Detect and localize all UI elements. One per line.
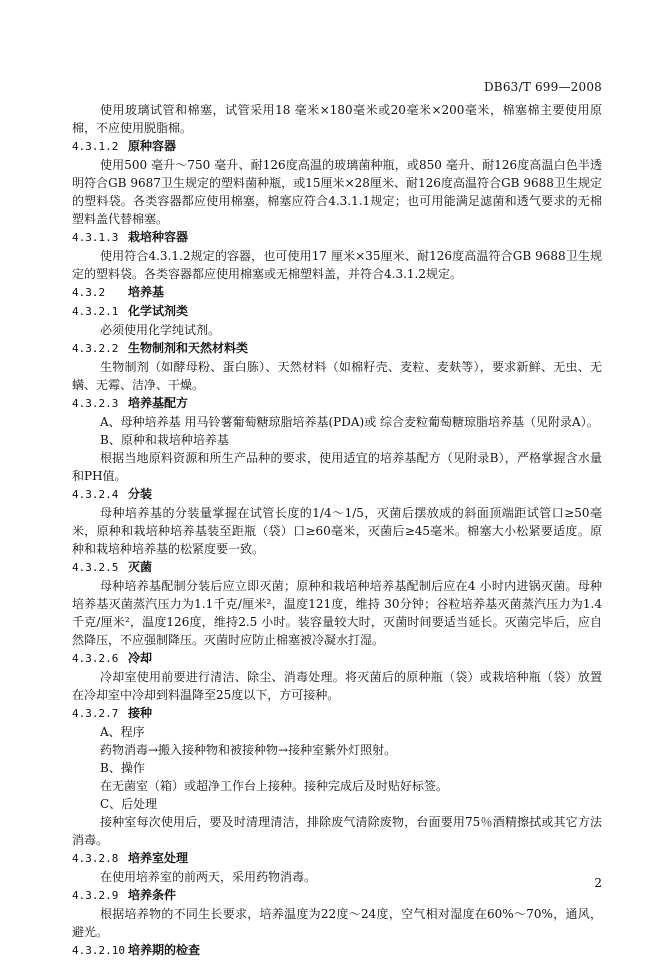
section-title: 原种容器 — [128, 139, 177, 153]
section-heading — [72, 228, 602, 247]
section-number: 4.3.2.7 — [72, 707, 119, 720]
section-number: 4.3.2.2 — [72, 342, 119, 355]
section-title: 生物制剂和天然材料类 — [128, 341, 249, 355]
section-number: 4.3.2 — [72, 286, 106, 299]
section-number: 4.3.1.2 — [72, 140, 119, 153]
section-title: 栽培种容器 — [128, 230, 189, 244]
document-code: DB63/T 699—2008 — [483, 80, 602, 94]
section-heading — [72, 339, 602, 358]
section-heading — [72, 704, 602, 723]
body-paragraph: B、操作 — [100, 761, 145, 775]
body-paragraph: 药物消毒→搬入接种物和被接种物→接种室紫外灯照射。 — [100, 743, 397, 757]
section-number: 4.3.2.9 — [72, 889, 119, 902]
section-number: 4.3.2.8 — [72, 852, 119, 865]
section-title: 培养期的检查 — [128, 943, 201, 957]
section-heading — [72, 649, 602, 668]
section-title: 分装 — [128, 487, 153, 501]
section-heading — [72, 849, 602, 868]
section-number: 4.3.1.3 — [72, 231, 119, 244]
section-title: 冷却 — [128, 651, 153, 665]
body-paragraph: A、母种培养基 用马铃薯葡萄糖琼脂培养基(PDA)或 综合麦粒葡萄糖琼脂培养基（见附录A）。 — [100, 415, 599, 429]
section-title: 接种 — [128, 706, 153, 720]
body-paragraph: 母种培养基的分装量掌握在试管长度的1/4～1/5，灭菌后摆放成的斜面顶端距试管口≥50毫米，原种和栽培种培养基装至距瓶（袋）口≥60毫米，灭菌后≥45毫米。棉塞大小松紧要适度。原种和栽培种培养基的松紧度要一致。 — [72, 506, 602, 556]
section-number: 4.3.2.5 — [72, 561, 119, 574]
body-paragraph: 使用500 毫升～750 毫升、耐126度高温的玻璃菌种瓶，或850 毫升、耐126度高温白色半透明符合GB 9687卫生规定的塑料菌种瓶，或15厘米×28厘米、耐126度高温符合GB 9688卫生规定的塑料袋。各类容器都应使用棉塞，棉塞应符合4.3.1.1规定；也可用能满足滤菌和透气要求的无棉塑料盖代替棉塞。 — [72, 158, 602, 226]
section-number: 4.3.2.1 — [72, 305, 119, 318]
section-number: 4.3.2.6 — [72, 652, 119, 665]
section-number: 4.3.2.3 — [72, 397, 119, 410]
body-paragraph: C、后处理 — [100, 797, 158, 811]
section-heading — [72, 302, 602, 321]
body-paragraph: 在使用培养室的前两天，采用药物消毒。 — [100, 870, 317, 884]
body-paragraph: 使用符合4.3.1.2规定的容器，也可使用17 厘米×35厘米、耐126度高温符合GB 9688卫生规定的塑料袋。各类容器都应使用棉塞或无棉塑料盖，并符合4.3.1.2规定。 — [72, 249, 602, 281]
section-number: 4.3.2.10 — [72, 944, 125, 957]
section-title: 培养室处理 — [128, 851, 189, 865]
body-paragraph: 冷却室使用前要进行清洁、除尘、消毒处理。将灭菌后的原种瓶（袋）或栽培种瓶（袋）放置在冷却室中冷却到料温降至25度以下，方可接种。 — [72, 670, 602, 702]
body-paragraph: 母种培养基配制分装后应立即灭菌；原种和栽培种培养基配制后应在4 小时内进锅灭菌。母种培养基灭菌蒸汽压力为1.1千克/厘米²，温度121度，维持 30分钟；谷粒培养基灭菌蒸汽压力为1.4千克/厘米²，温度126度，维持2.5 小时。装容量较大时，灭菌时间要适当延长。灭菌完毕后，应自然降压，不应强制降压。灭菌时应防止棉塞被冷凝水打湿。 — [72, 579, 602, 647]
body-paragraph: 接种室每次使用后，要及时清理清洁，排除废气清除废物，台面要用75％酒精擦拭或其它方法消毒。 — [72, 815, 602, 847]
body-paragraph: 根据当地原料资源和所生产品种的要求，使用适宜的培养基配方（见附录B），严格掌握含水量和PH值。 — [72, 451, 602, 483]
document-body — [72, 101, 602, 960]
body-paragraph: 根据培养物的不同生长要求，培养温度为22度～24度，空气相对湿度在60%～70%，通风，避光。 — [72, 907, 602, 939]
section-number: 4.3.2.4 — [72, 488, 119, 501]
section-title: 灭菌 — [128, 560, 153, 574]
section-heading — [72, 283, 602, 302]
body-paragraph: 生物制剂（如酵母粉、蛋白胨）、天然材料（如棉籽壳、麦粒、麦麸等），要求新鲜、无虫、无螨、无霉、洁净、干燥。 — [72, 360, 602, 392]
section-title: 培养基 — [128, 285, 165, 299]
body-paragraph: 使用玻璃试管和棉塞，试管采用18 毫米×180毫米或20毫米×200毫米，棉塞棉主要使用原棉，不应使用脱脂棉。 — [72, 103, 602, 135]
section-heading — [72, 485, 602, 504]
body-paragraph: A、程序 — [100, 725, 145, 739]
body-paragraph: 在无菌室（箱）或超净工作台上接种。接种完成后及时贴好标签。 — [100, 779, 449, 793]
section-heading — [72, 137, 602, 156]
page-number: 2 — [594, 876, 602, 890]
section-heading — [72, 941, 602, 960]
section-title: 培养条件 — [128, 888, 177, 902]
section-title: 培养基配方 — [128, 396, 189, 410]
body-paragraph: 必须使用化学纯试剂。 — [100, 323, 221, 337]
body-paragraph: B、原种和栽培种培养基 — [100, 433, 229, 447]
section-heading — [72, 394, 602, 413]
section-heading — [72, 558, 602, 577]
section-title: 化学试剂类 — [128, 304, 189, 318]
section-heading — [72, 886, 602, 905]
